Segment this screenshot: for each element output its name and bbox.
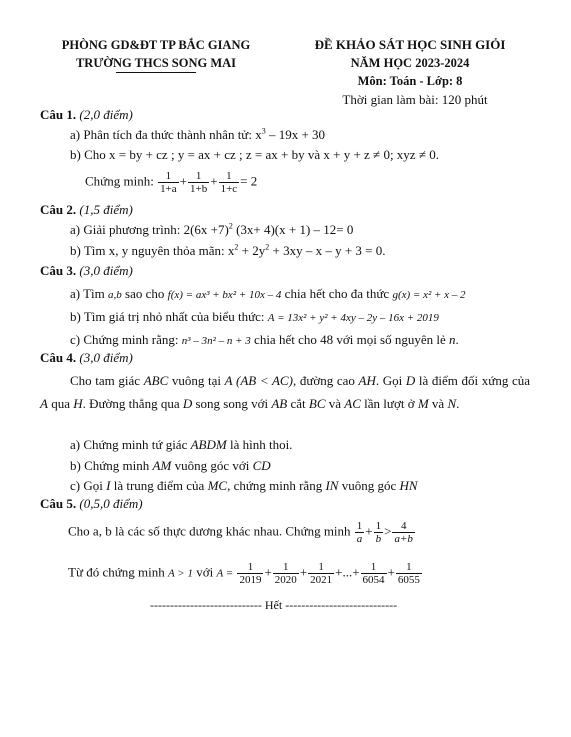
fraction: $\frac{1}{1+a}$ <box>160 170 177 195</box>
q4-heading: Câu 4. (3,0 điểm) <box>40 350 133 365</box>
exam-title: ĐỀ KHẢO SÁT HỌC SINH GIỎI <box>314 37 506 52</box>
fraction: $\frac{1}{1+c}$ <box>220 170 238 195</box>
header-left <box>40 36 272 90</box>
fraction: $\frac{1}{2021}$ <box>310 561 333 586</box>
q2-heading: Câu 2. (1,5 điểm) <box>40 202 133 217</box>
fraction: $\frac{1}{1+b}$ <box>190 170 208 195</box>
q1-prove: Chứng minh: $\frac{1}{1+a}$ + $\frac{1}{1+b}$ + $\frac{1}{1+c}$ = 2 <box>85 170 258 195</box>
department-name: PHÒNG GD&ĐT TP BẮC GIANG <box>61 38 251 52</box>
fraction: $\frac{1}{b}$ <box>375 520 382 545</box>
q4-part-c: c) Gọi I là trung điểm của MC, chứng minh rằng IN vuông góc HN <box>70 478 418 493</box>
fraction: $\frac{1}{2020}$ <box>274 561 297 586</box>
q3-part-c: c) Chứng minh rằng: n³ – 3n² – n + 3 chia hết cho 48 với mọi số nguyên lẻ n. <box>70 332 459 347</box>
school-underline <box>40 72 272 90</box>
q4-statement: Cho tam giác ABC vuông tại A (AB < AC), đường cao AH. Gọi D là điểm đối xứng của A qua H. Đường thẳng qua D song song với AB cắt BC và AC lần lượt ở M và N. <box>40 373 530 411</box>
time-limit: Thời gian làm bài: 120 phút <box>342 92 488 107</box>
subject-grade: Môn: Toán - Lớp: 8 <box>357 74 463 88</box>
fraction: $\frac{1}{6055}$ <box>397 561 420 586</box>
q3-part-b: b) Tìm giá trị nhỏ nhất của biểu thức: A = 13x² + y² + 4xy – 2y – 16x + 2019 <box>70 309 439 324</box>
q1-part-a: a) Phân tích đa thức thành nhân tử: $x^3 - 19x + 30$ <box>70 126 326 142</box>
q5-line2: Từ đó chứng minh A > 1 với A = $\frac{1}{2019}$ + $\frac{1}{2020}$ + $\frac{1}{2021}$ +...+ $\frac{1}{6054}$ + $\frac{1}{6055}$ <box>68 561 420 586</box>
fraction: $\frac{1}{2019}$ <box>239 561 262 586</box>
q3-part-a: a) Tìm a,b sao cho f(x) = ax³ + bx² + 10x – 4 chia hết cho đa thức g(x) = x² + x – 2 <box>70 286 466 301</box>
q5-line1: Cho a, b là các số thực dương khác nhau. Chứng minh $\frac{1}{a}$ + $\frac{1}{b}$ > $\frac{4}{a+b}$ <box>68 520 413 545</box>
q2-part-b: b) Tìm x, y nguyên thỏa mãn: $x^2 + 2y^2 + 3xy - x - y + 3 = 0$. <box>70 242 386 258</box>
end-marker: ---------------------------- Hết ---------------------------- <box>150 598 398 612</box>
fraction: $\frac{1}{6054}$ <box>362 561 385 586</box>
q1-heading: Câu 1. (2,0 điểm) <box>40 107 133 122</box>
header-right <box>295 36 525 90</box>
q4-part-a: a) Chứng minh tứ giác ABDM là hình thoi. <box>70 437 293 452</box>
q1-part-b: b) Cho x = by + cz ; y = ax + cz ; z = ax + by và x + y + z ≠ 0; xyz ≠ 0. <box>70 147 439 162</box>
q3-heading: Câu 3. (3,0 điểm) <box>40 263 133 278</box>
school-year: NĂM HỌC 2023-2024 <box>350 56 470 70</box>
q2-part-a: a) Giải phương trình: $2(6x +7)^2$ (3x+ 4)(x + 1) – 12= 0 <box>70 221 354 237</box>
q4-part-b: b) Chứng minh AM vuông góc với CD <box>70 458 271 473</box>
school-name: TRƯỜNG THCS SONG MAI <box>75 56 237 70</box>
q5-heading: Câu 5. (0,5,0 điểm) <box>40 496 143 511</box>
fraction: $\frac{1}{a}$ <box>356 520 363 545</box>
fraction: $\frac{4}{a+b}$ <box>394 520 413 545</box>
